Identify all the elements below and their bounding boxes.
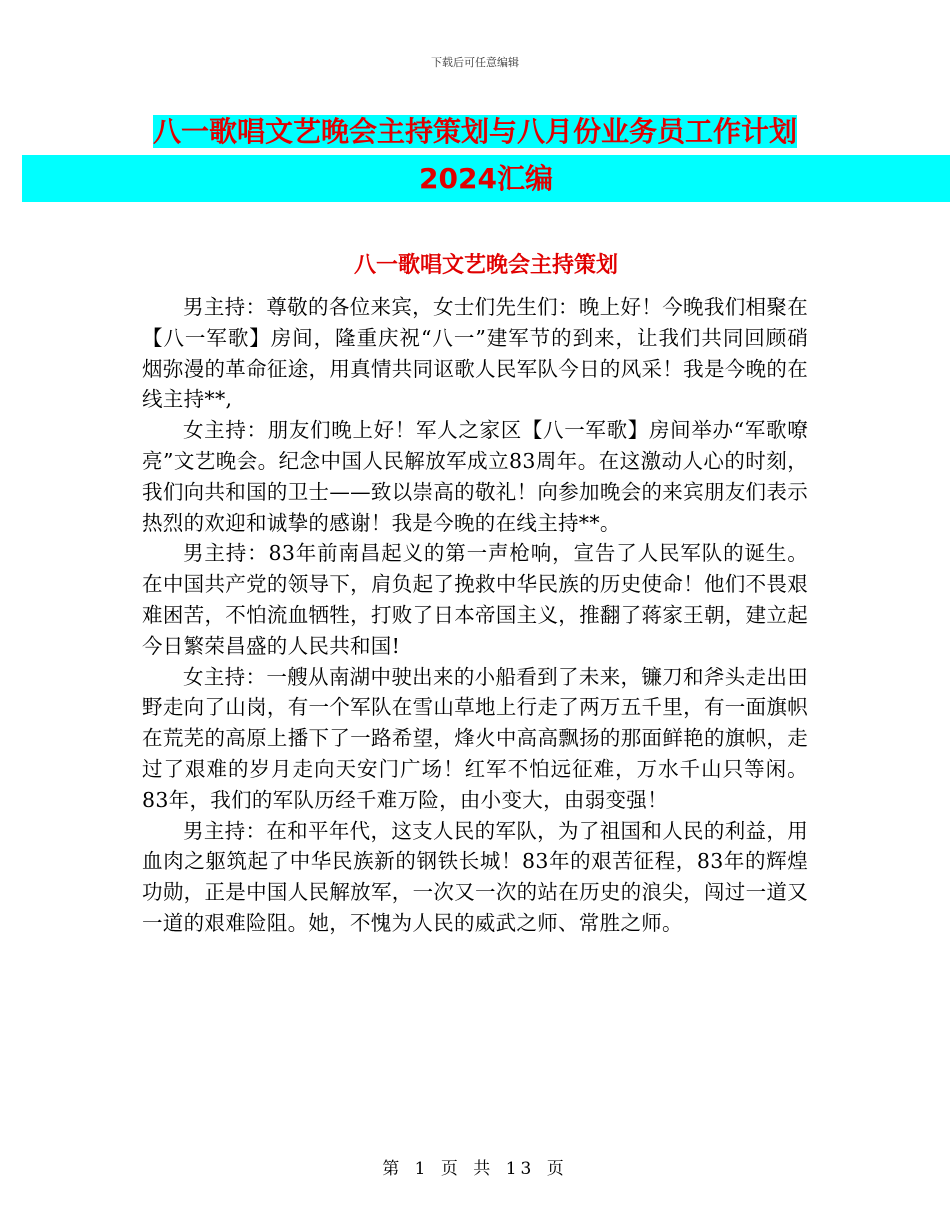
paragraph: 女主持：朋友们晚上好！军人之家区【八一军歌】房间举办“军歌嘹亮”文艺晚会。纪念中国人民解放军成立83周年。在这激动人心的时刻，我们向共和国的卫士——致以崇高的敬礼！向参加晚会的来宾朋友们表示热烈的欢迎和诚挚的感谢！我是今晚的在线主持**。 — [142, 418, 808, 535]
section-title: 八一歌唱文艺晚会主持策划 — [353, 253, 618, 278]
paragraph: 女主持：一艘从南湖中驶出来的小船看到了未来，镰刀和斧头走出田野走向了山岗，有一个军队在雪山草地上行走了两万五千里，有一面旗帜在荒芜的高原上播下了一路希望，烽火中高高飘扬的那面鲜艳的旗帜，走过了艰难的岁月走向天安门广场！红军不怕远征难，万水千山只等闲。83年，我们的军队历经千难万险，由小变大，由弱变强！ — [142, 664, 808, 812]
document-title — [0, 108, 950, 202]
header-note: 下载后可任意编辑 — [431, 56, 519, 69]
document-title-line2: 2024汇编 — [419, 162, 553, 195]
page-number: 第 1 页 共 13 页 — [382, 1159, 568, 1179]
paragraph: 男主持：83年前南昌起义的第一声枪响，宣告了人民军队的诞生。在中国共产党的领导下，肩负起了挽救中华民族的历史使命！他们不畏艰难困苦，不怕流血牺牲，打败了日本帝国主义，推翻了蒋家王朝，建立起今日繁荣昌盛的人民共和国! — [142, 541, 808, 658]
document-body — [142, 292, 808, 939]
paragraph: 男主持：尊敬的各位来宾，女士们先生们：晚上好！今晚我们相聚在【八一军歌】房间，隆重庆祝“八一”建军节的到来，让我们共同回顾硝烟弥漫的革命征途，用真情共同讴歌人民军队今日的风采！我是今晚的在线主持**, — [142, 295, 808, 412]
paragraph: 男主持：在和平年代，这支人民的军队，为了祖国和人民的利益，用血肉之躯筑起了中华民族新的钢铁长城！83年的艰苦征程，83年的辉煌功勋，正是中国人民解放军，一次又一次的站在历史的浪尖，闯过一道又一道的艰难险阻。她，不愧为人民的威武之师、常胜之师。 — [142, 818, 808, 935]
document-title-line1: 八一歌唱文艺晚会主持策划与八月份业务员工作计划 — [152, 115, 797, 148]
